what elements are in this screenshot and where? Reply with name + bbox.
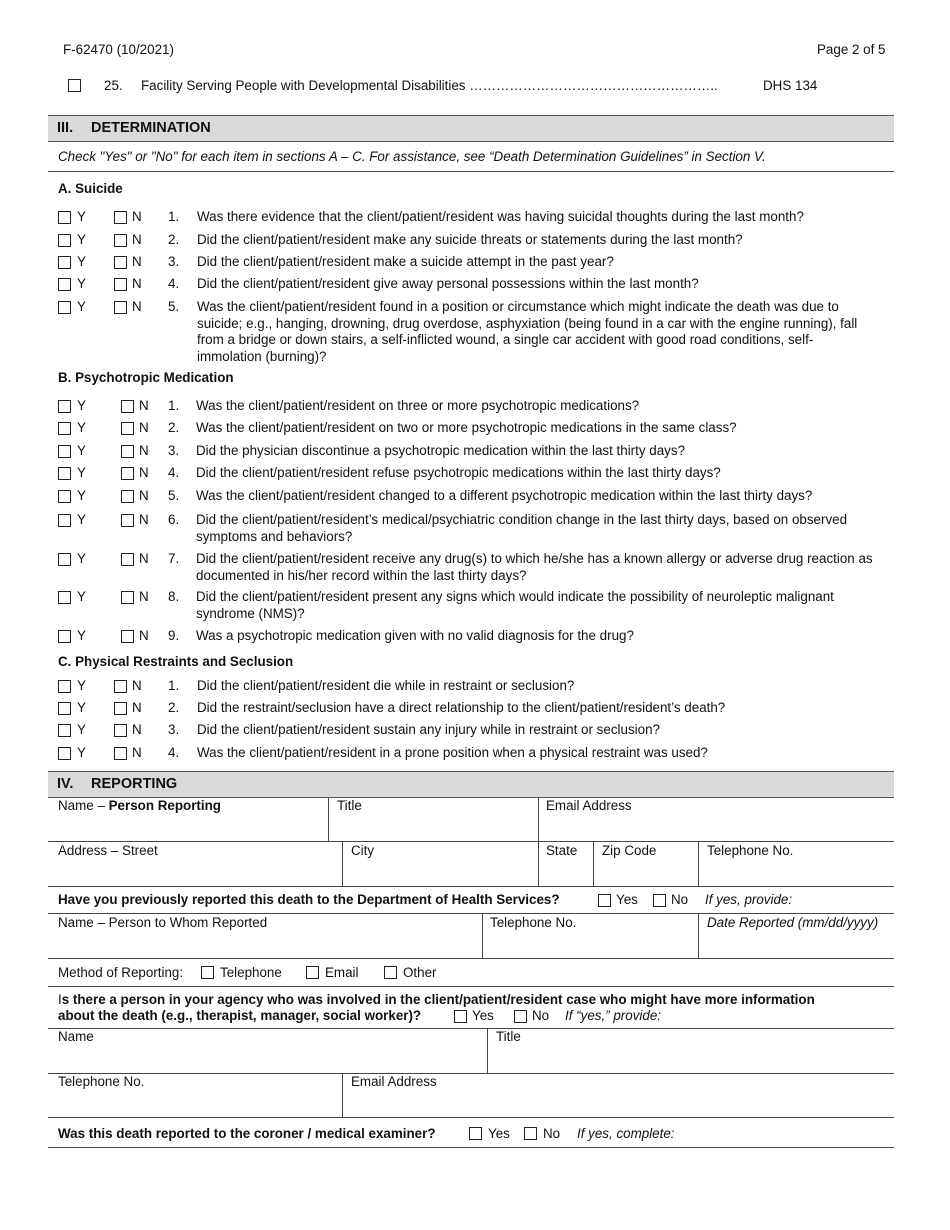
no-checkbox[interactable] [121,514,134,527]
question-number: 2. [168,232,180,247]
no-checkbox[interactable] [121,591,134,604]
reporter-phone-label: Telephone No. [707,843,794,858]
question-number: 8. [168,589,180,604]
agency-person-no-checkbox[interactable] [514,1010,527,1023]
yes-label: Y [77,276,86,291]
divider [342,841,343,886]
divider [48,1147,894,1148]
question-text: Did the client/patient/resident refuse psychotropic medications within the last thirty days? [196,465,721,480]
no-checkbox[interactable] [121,467,134,480]
no-label: N [132,700,142,715]
yes-label: Y [77,299,86,314]
no-label: N [139,512,149,527]
yes-label: Y [77,589,86,604]
section-3-instructions: Check "Yes" or "No" for each item in sections A – C. For assistance, see “Death Determination Guidelines” in Section V. [58,149,766,164]
agency-person-question-line1: Is there a person in your agency who was involved in the client/patient/resident case who might have more information [58,992,815,1007]
divider [48,958,894,959]
method-other-label: Other [403,965,437,980]
yes-label: Y [77,465,86,480]
divider [593,841,594,886]
yes-checkbox[interactable] [58,301,71,314]
divider [48,986,894,987]
yes-label: Y [77,488,86,503]
method-label: Method of Reporting: [58,965,184,980]
divider [48,1117,894,1118]
city-label: City [351,843,375,858]
yes-checkbox[interactable] [58,400,71,413]
yes-checkbox[interactable] [58,591,71,604]
yes-label: Y [77,512,86,527]
divider [328,798,329,841]
agency-person-question-line2: about the death (e.g., therapist, manager, social worker)? [58,1008,422,1023]
no-checkbox[interactable] [114,256,127,269]
question-number: 4. [168,276,180,291]
yes-checkbox[interactable] [58,422,71,435]
no-label: N [132,299,142,314]
no-label: N [132,276,142,291]
question-text: Did the client/patient/resident sustain any injury while in restraint or seclusion? [197,722,660,737]
section-3-roman: III. [57,120,74,136]
divider [48,913,894,914]
yes-label: Y [77,700,86,715]
no-label: N [139,443,149,458]
yes-checkbox[interactable] [58,256,71,269]
yes-label: Y [77,628,86,643]
question-text: Was the client/patient/resident changed to a different psychotropic medication within the last thirty days? [196,488,813,503]
street-label: Address – Street [58,843,158,858]
no-checkbox[interactable] [114,724,127,737]
no-label: N [139,398,149,413]
section-4-title: REPORTING [91,776,178,792]
question-number: 3. [168,722,180,737]
yes-label: Y [77,254,86,269]
question-number: 9. [168,628,180,643]
form-id: F-62470 (10/2021) [63,42,174,57]
question-number: 1. [168,678,180,693]
question-text: Did the client/patient/resident die while in restraint or seclusion? [197,678,575,693]
no-label: N [139,488,149,503]
no-checkbox[interactable] [121,400,134,413]
yes-checkbox[interactable] [58,553,71,566]
agency-person-no-label: No [532,1008,550,1023]
divider [48,171,894,172]
whom-phone-label: Telephone No. [490,915,577,930]
divider [538,841,539,886]
yes-label: Y [77,209,86,224]
question-text: Did the client/patient/resident make a suicide attempt in the past year? [197,254,614,269]
no-checkbox[interactable] [121,553,134,566]
yes-checkbox[interactable] [58,514,71,527]
question-text: Did the client/patient/resident present any signs which would indicate the possibility of neuroleptic malignant syndrome (NMS)? [196,589,834,621]
no-checkbox[interactable] [114,234,127,247]
no-checkbox[interactable] [121,490,134,503]
no-label: N [132,232,142,247]
no-label: N [139,551,149,566]
yes-checkbox[interactable] [58,278,71,291]
state-label: State [546,843,578,858]
question-text: Was the client/patient/resident in a prone position when a physical restraint was used? [197,745,708,760]
previously-reported-question: Have you previously reported this death to the Department of Health Services? [58,892,560,907]
question-number: 3. [168,254,180,269]
question-text: Was the client/patient/resident found in a position or circumstance which might indicate the death was due to suicide; e.g., hanging, drowning, drug overdose, asphyxiation (being found in a car with the engine running), fall from a bridge or down stairs, a self-inflicted wound, a single car accident with good road conditions, self-immolation (burning)? [197,299,858,364]
no-label: N [139,628,149,643]
if-yes-complete: If yes, complete: [577,1126,675,1141]
method-other-checkbox[interactable] [384,966,397,979]
question-number: 2. [168,420,180,435]
question-number: 5. [168,299,180,314]
question-number: 5. [168,488,180,503]
previously-reported-no-label: No [671,892,689,907]
no-label: N [132,722,142,737]
no-checkbox[interactable] [121,630,134,643]
coroner-yes-label: Yes [488,1126,510,1141]
question-number: 4. [168,465,180,480]
no-checkbox[interactable] [114,747,127,760]
previously-reported-no-checkbox[interactable] [653,894,666,907]
no-checkbox[interactable] [121,422,134,435]
section-b-title: B. Psychotropic Medication [58,370,234,385]
whom-reported-label: Name – Person to Whom Reported [58,915,268,930]
yes-label: Y [77,420,86,435]
agency-name-label: Name [58,1029,94,1044]
question-text: Did the client/patient/resident make any suicide threats or statements during the last month? [197,232,743,247]
no-checkbox[interactable] [114,702,127,715]
method-telephone-checkbox[interactable] [201,966,214,979]
section-4-header [48,771,894,798]
method-email-label: Email [325,965,359,980]
divider [48,841,894,842]
divider [487,1028,488,1073]
no-label: N [139,589,149,604]
yes-label: Y [77,443,86,458]
yes-checkbox[interactable] [58,234,71,247]
question-number: 6. [168,512,180,527]
item-25-label: Facility Serving People with Developmental Disabilities ……………………………………………….. [141,78,718,93]
no-label: N [132,745,142,760]
divider [698,913,699,958]
divider [482,913,483,958]
yes-label: Y [77,551,86,566]
question-text: Did the client/patient/resident receive any drug(s) to which he/she has a known allergy or adverse drug reaction as documented in his/her record within the last thirty days? [196,551,873,583]
no-label: N [132,254,142,269]
yes-label: Y [77,745,86,760]
date-reported-label: Date Reported (mm/dd/yyyy) [707,915,879,930]
reporter-title-label: Title [337,798,362,813]
agency-person-yes-checkbox[interactable] [454,1010,467,1023]
question-text: Was the client/patient/resident on three or more psychotropic medications? [196,398,640,413]
yes-checkbox[interactable] [58,211,71,224]
no-label: N [132,678,142,693]
question-text: Did the restraint/seclusion have a direct relationship to the client/patient/resident’s death? [197,700,726,715]
yes-label: Y [77,232,86,247]
question-text: Was there evidence that the client/patient/resident was having suicidal thoughts during the last month? [197,209,804,224]
yes-checkbox[interactable] [58,747,71,760]
agency-email-label: Email Address [351,1074,437,1089]
divider [48,1073,894,1074]
divider [48,1028,894,1029]
no-checkbox[interactable] [114,211,127,224]
no-checkbox[interactable] [114,680,127,693]
yes-checkbox[interactable] [58,630,71,643]
coroner-question: Was this death reported to the coroner / medical examiner? [58,1126,436,1141]
no-label: N [139,420,149,435]
coroner-no-label: No [543,1126,561,1141]
person-reporting-label: Name – Person Reporting [58,798,221,813]
section-4-roman: IV. [57,776,74,792]
no-label: N [132,209,142,224]
method-telephone-label: Telephone [220,965,282,980]
question-number: 2. [168,700,180,715]
question-text: Did the physician discontinue a psychotropic medication within the last thirty days? [196,443,686,458]
coroner-yes-checkbox[interactable] [469,1127,482,1140]
no-checkbox[interactable] [114,278,127,291]
question-number: 1. [168,209,180,224]
zip-label: Zip Code [602,843,657,858]
no-label: N [139,465,149,480]
method-email-checkbox[interactable] [306,966,319,979]
agency-title-label: Title [496,1029,521,1044]
divider [698,841,699,886]
yes-checkbox[interactable] [58,467,71,480]
divider [342,1073,343,1117]
item-25-checkbox[interactable] [68,79,81,92]
question-number: 1. [168,398,180,413]
section-c-title: C. Physical Restraints and Seclusion [58,654,294,669]
reporter-email-label: Email Address [546,798,632,813]
yes-checkbox[interactable] [58,490,71,503]
question-number: 3. [168,443,180,458]
previously-reported-yes-checkbox[interactable] [598,894,611,907]
agency-phone-label: Telephone No. [58,1074,145,1089]
if-yes-provide-quoted: If “yes,” provide: [565,1008,661,1023]
yes-checkbox[interactable] [58,724,71,737]
question-text: Was the client/patient/resident on two or more psychotropic medications in the same class? [196,420,737,435]
question-text: Was a psychotropic medication given with no valid diagnosis for the drug? [196,628,634,643]
question-number: 4. [168,745,180,760]
page-number: Page 2 of 5 [817,42,886,57]
no-checkbox[interactable] [121,445,134,458]
item-25-number: 25. [104,78,123,93]
previously-reported-yes-label: Yes [616,892,638,907]
yes-label: Y [77,398,86,413]
divider [538,798,539,841]
yes-checkbox[interactable] [58,680,71,693]
no-checkbox[interactable] [114,301,127,314]
item-25-code: DHS 134 [763,78,818,93]
section-3-title: DETERMINATION [91,120,211,136]
yes-label: Y [77,722,86,737]
yes-checkbox[interactable] [58,445,71,458]
coroner-no-checkbox[interactable] [524,1127,537,1140]
question-text: Did the client/patient/resident give away personal possessions within the last month? [197,276,699,291]
section-3-header [48,115,894,142]
yes-label: Y [77,678,86,693]
agency-person-yes-label: Yes [472,1008,494,1023]
question-number: 7. [168,551,180,566]
divider [48,886,894,887]
section-a-title: A. Suicide [58,181,123,196]
if-yes-provide: If yes, provide: [705,892,793,907]
yes-checkbox[interactable] [58,702,71,715]
question-text: Did the client/patient/resident’s medical/psychiatric condition change in the last thirty days, based on observed symptoms and behaviors? [196,512,848,544]
